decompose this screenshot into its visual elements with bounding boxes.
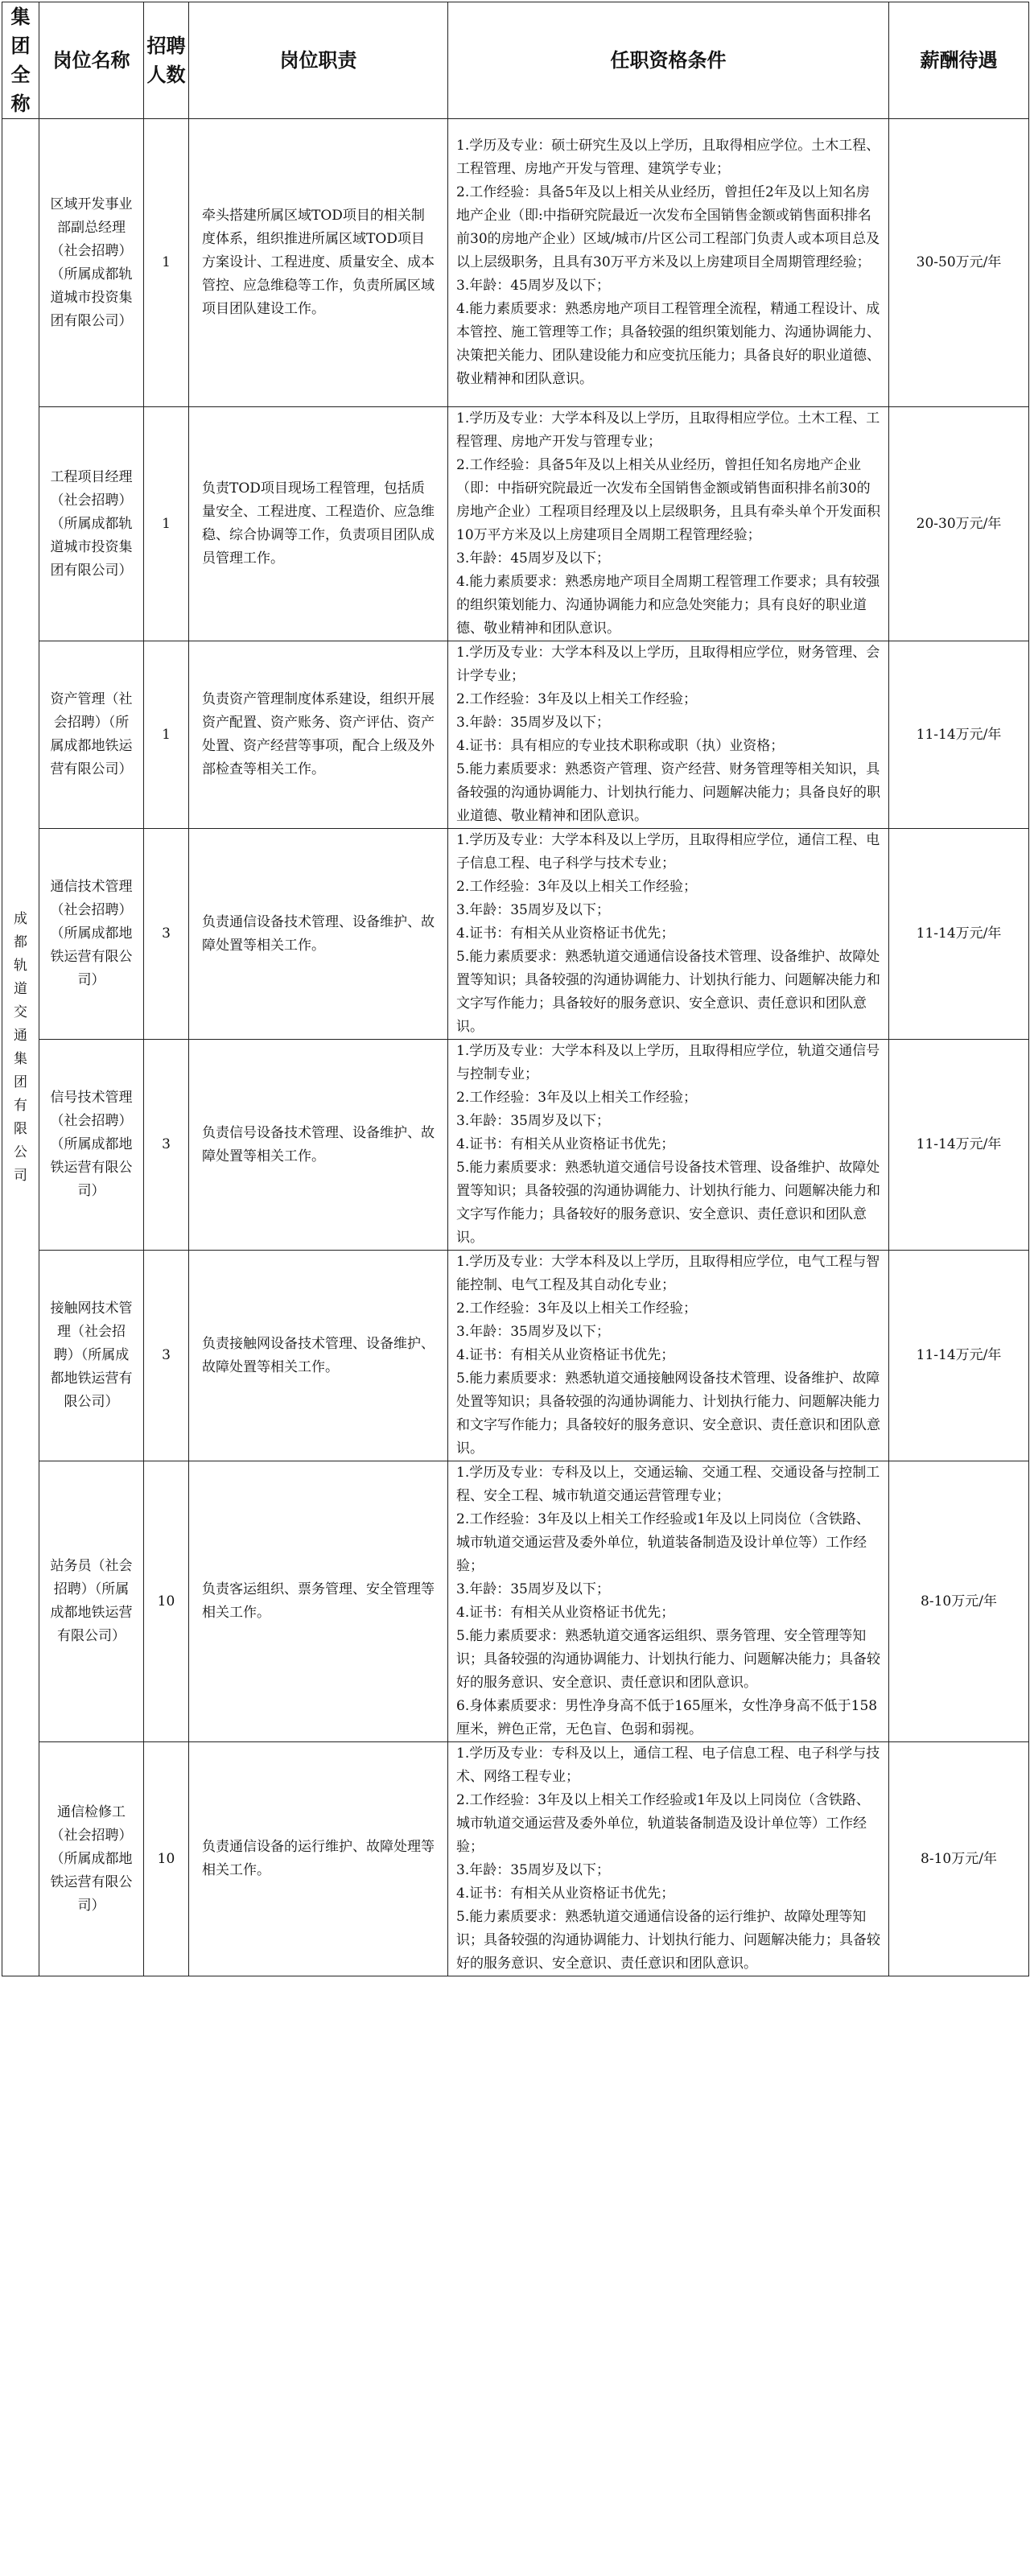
- requirement-line: 5.能力素质要求：熟悉资产管理、资产经营、财务管理等相关知识，具备较强的沟通协调能力、计划执行能力、问题解决能力；具备良好的职业道德、敬业精神和团队意识。: [456, 761, 880, 824]
- requirement-line: 2.工作经验：3年及以上相关工作经验；: [456, 1090, 698, 1106]
- salary-cell: 30-50万元/年: [889, 119, 1029, 407]
- count-cell: 3: [144, 1251, 189, 1461]
- count-cell: 10: [144, 1742, 189, 1976]
- requirement-line: 2.工作经验：3年及以上相关工作经验；: [456, 879, 698, 895]
- salary-cell: 8-10万元/年: [889, 1461, 1029, 1742]
- requirement-line: 3.年龄：35周岁及以下；: [456, 715, 610, 731]
- position-cell: 工程项目经理（社会招聘）（所属成都轨道城市投资集团有限公司）: [39, 407, 144, 641]
- salary-cell: 11-14万元/年: [889, 1251, 1029, 1461]
- requirement-line: 1.学历及专业：大学本科及以上学历，且取得相应学位，轨道交通信号与控制专业；: [456, 1043, 880, 1082]
- requirement-line: 1.学历及专业：专科及以上，通信工程、电子信息工程、电子科学与技术、网络工程专业；: [456, 1745, 880, 1785]
- position-cell: 通信技术管理（社会招聘）（所属成都地铁运营有限公司）: [39, 829, 144, 1040]
- requirement-line: 5.能力素质要求：熟悉轨道交通客运组织、票务管理、安全管理等知识；具备较强的沟通协调能力、计划执行能力、问题解决能力；具备较好的服务意识、安全意识、责任意识和团队意识。: [456, 1628, 880, 1691]
- requirement-line: 1.学历及专业：硕士研究生及以上学历，且取得相应学位。土木工程、工程管理、房地产开发与管理、建筑学专业；: [456, 138, 880, 177]
- requirement-line: 2.工作经验：3年及以上相关工作经验或1年及以上同岗位（含铁路、城市轨道交通运营及委外单位，轨道装备制造及设计单位等）工作经验；: [456, 1511, 870, 1574]
- duty-cell: 负责资产管理制度体系建设，组织开展资产配置、资产账务、资产评估、资产处置、资产经营等事项，配合上级及外部检查等相关工作。: [189, 641, 448, 829]
- header-requirements: 任职资格条件: [448, 2, 889, 119]
- salary-cell: 11-14万元/年: [889, 641, 1029, 829]
- position-cell: 通信检修工（社会招聘）（所属成都地铁运营有限公司）: [39, 1742, 144, 1976]
- requirement-line: 1.学历及专业：大学本科及以上学历，且取得相应学位。土木工程、工程管理、房地产开发与管理专业；: [456, 410, 880, 450]
- duty-cell: 负责信号设备技术管理、设备维护、故障处置等相关工作。: [189, 1040, 448, 1251]
- requirement-line: 1.学历及专业：专科及以上，交通运输、交通工程、交通设备与控制工程、安全工程、城市轨道交通运营管理专业；: [456, 1465, 880, 1504]
- requirement-line: 3.年龄：35周岁及以下；: [456, 1581, 610, 1597]
- group-name-cell: 成都轨道交通集团有限公司: [2, 119, 39, 1976]
- count-cell: 1: [144, 119, 189, 407]
- requirements-cell: [448, 1251, 889, 1461]
- table-row: [2, 119, 1029, 407]
- salary-cell: 8-10万元/年: [889, 1742, 1029, 1976]
- table-row: [2, 1461, 1029, 1742]
- count-cell: 1: [144, 641, 189, 829]
- table-row: [2, 1040, 1029, 1251]
- salary-cell: 20-30万元/年: [889, 407, 1029, 641]
- header-row: [2, 2, 1029, 119]
- requirement-line: 3.年龄：35周岁及以下；: [456, 1862, 610, 1878]
- duty-cell: 负责通信设备技术管理、设备维护、故障处置等相关工作。: [189, 829, 448, 1040]
- requirements-cell: [448, 1040, 889, 1251]
- salary-cell: 11-14万元/年: [889, 1040, 1029, 1251]
- requirement-line: 5.能力素质要求：熟悉轨道交通信号设备技术管理、设备维护、故障处置等知识；具备较强的沟通协调能力、计划执行能力、问题解决能力和文字写作能力；具备较好的服务意识、安全意识、责任意识和团队意识。: [456, 1160, 880, 1246]
- recruitment-table: [2, 2, 1029, 1976]
- requirements-cell: [448, 119, 889, 407]
- header-count: 招聘人数: [144, 2, 189, 119]
- header-salary: 薪酬待遇: [889, 2, 1029, 119]
- requirements-cell: [448, 1742, 889, 1976]
- requirement-line: 1.学历及专业：大学本科及以上学历，且取得相应学位，通信工程、电子信息工程、电子科学与技术专业；: [456, 832, 880, 872]
- requirement-line: 1.学历及专业：大学本科及以上学历，且取得相应学位，电气工程与智能控制、电气工程及其自动化专业；: [456, 1254, 880, 1293]
- requirement-line: 4.证书：有相关从业资格证书优先；: [456, 1347, 675, 1363]
- position-cell: 站务员（社会招聘）（所属成都地铁运营有限公司）: [39, 1461, 144, 1742]
- position-cell: 信号技术管理（社会招聘）（所属成都地铁运营有限公司）: [39, 1040, 144, 1251]
- requirement-line: 3.年龄：35周岁及以下；: [456, 902, 610, 918]
- requirement-line: 4.证书：有相关从业资格证书优先；: [456, 925, 675, 942]
- requirement-line: 5.能力素质要求：熟悉轨道交通通信设备的运行维护、故障处理等知识；具备较强的沟通协调能力、计划执行能力、问题解决能力；具备较好的服务意识、安全意识、责任意识和团队意识。: [456, 1909, 880, 1972]
- requirement-line: 2.工作经验：具备5年及以上相关从业经历，曾担任知名房地产企业（即：中指研究院最近一次发布全国销售金额或销售面积排名前30的房地产企业）工程项目经理及以上层级职务，且具有牵头单个开发面积10万平方米及以上房建项目全周期工程管理经验；: [456, 457, 880, 543]
- header-position: 岗位名称: [39, 2, 144, 119]
- count-cell: 10: [144, 1461, 189, 1742]
- duty-cell: 负责TOD项目现场工程管理，包括质量安全、工程进度、工程造价、应急维稳、综合协调等工作，负责项目团队成员管理工作。: [189, 407, 448, 641]
- requirement-line: 4.能力素质要求：熟悉房地产项目全周期工程管理工作要求；具有较强的组织策划能力、沟通协调能力和应急处突能力；具有良好的职业道德、敬业精神和团队意识。: [456, 574, 880, 637]
- requirement-line: 5.能力素质要求：熟悉轨道交通通信设备技术管理、设备维护、故障处置等知识；具备较强的沟通协调能力、计划执行能力、问题解决能力和文字写作能力；具备较好的服务意识、安全意识、责任意识和团队意识。: [456, 949, 880, 1035]
- requirement-line: 3.年龄：35周岁及以下；: [456, 1113, 610, 1129]
- table-row: [2, 407, 1029, 641]
- requirement-line: 1.学历及专业：大学本科及以上学历，且取得相应学位，财务管理、会计学专业；: [456, 645, 880, 684]
- requirements-cell: [448, 641, 889, 829]
- position-cell: 接触网技术管理（社会招聘）（所属成都地铁运营有限公司）: [39, 1251, 144, 1461]
- requirement-line: 3.年龄：45周岁及以下；: [456, 278, 610, 294]
- requirement-line: 4.能力素质要求：熟悉房地产项目工程管理全流程，精通工程设计、成本管控、施工管理等工作；具备较强的组织策划能力、沟通协调能力、决策把关能力、团队建设能力和应变抗压能力；具备良好的职业道德、敬业精神和团队意识。: [456, 301, 880, 387]
- requirement-line: 2.工作经验：3年及以上相关工作经验；: [456, 691, 698, 707]
- requirement-line: 4.证书：具有相应的专业技术职称或职（执）业资格；: [456, 738, 785, 754]
- duty-cell: 负责客运组织、票务管理、安全管理等相关工作。: [189, 1461, 448, 1742]
- position-cell: 资产管理（社会招聘）（所属成都地铁运营有限公司）: [39, 641, 144, 829]
- header-group: 集团全称: [2, 2, 39, 119]
- duty-cell: 负责接触网设备技术管理、设备维护、故障处置等相关工作。: [189, 1251, 448, 1461]
- salary-cell: 11-14万元/年: [889, 829, 1029, 1040]
- duty-cell: 负责通信设备的运行维护、故障处理等相关工作。: [189, 1742, 448, 1976]
- position-cell: 区域开发事业部副总经理（社会招聘）（所属成都轨道城市投资集团有限公司）: [39, 119, 144, 407]
- requirement-line: 6.身体素质要求：男性净身高不低于165厘米，女性净身高不低于158厘米，辨色正常，无色盲、色弱和弱视。: [456, 1698, 878, 1737]
- count-cell: 3: [144, 1040, 189, 1251]
- requirement-line: 4.证书：有相关从业资格证书优先；: [456, 1136, 675, 1152]
- count-cell: 3: [144, 829, 189, 1040]
- requirement-line: 2.工作经验：3年及以上相关工作经验；: [456, 1300, 698, 1317]
- requirement-line: 3.年龄：45周岁及以下；: [456, 550, 610, 567]
- requirement-line: 5.能力素质要求：熟悉轨道交通接触网设备技术管理、设备维护、故障处置等知识；具备较强的沟通协调能力、计划执行能力、问题解决能力和文字写作能力；具备较好的服务意识、安全意识、责任意识和团队意识。: [456, 1370, 880, 1457]
- count-cell: 1: [144, 407, 189, 641]
- requirement-line: 4.证书：有相关从业资格证书优先；: [456, 1605, 675, 1621]
- requirement-line: 3.年龄：35周岁及以下；: [456, 1324, 610, 1340]
- requirements-cell: [448, 829, 889, 1040]
- requirements-cell: [448, 1461, 889, 1742]
- requirement-line: 2.工作经验：具备5年及以上相关从业经历，曾担任2年及以上知名房地产企业（即:中指研究院最近一次发布全国销售金额或销售面积排名前30的房地产企业）区域/城市/片区公司工程部门负责人或本项目总及以上层级职务，且具有30万平方米及以上房建项目全周期管理经验；: [456, 184, 880, 270]
- table-row: [2, 1251, 1029, 1461]
- duty-cell: 牵头搭建所属区域TOD项目的相关制度体系，组织推进所属区域TOD项目方案设计、工程进度、质量安全、成本管控、应急维稳等工作，负责所属区域项目团队建设工作。: [189, 119, 448, 407]
- requirement-line: 2.工作经验：3年及以上相关工作经验或1年及以上同岗位（含铁路、城市轨道交通运营及委外单位，轨道装备制造及设计单位等）工作经验；: [456, 1792, 870, 1855]
- table-row: [2, 1742, 1029, 1976]
- table-row: [2, 829, 1029, 1040]
- table-row: [2, 641, 1029, 829]
- requirements-cell: [448, 407, 889, 641]
- requirement-line: 4.证书：有相关从业资格证书优先；: [456, 1886, 675, 1902]
- header-duty: 岗位职责: [189, 2, 448, 119]
